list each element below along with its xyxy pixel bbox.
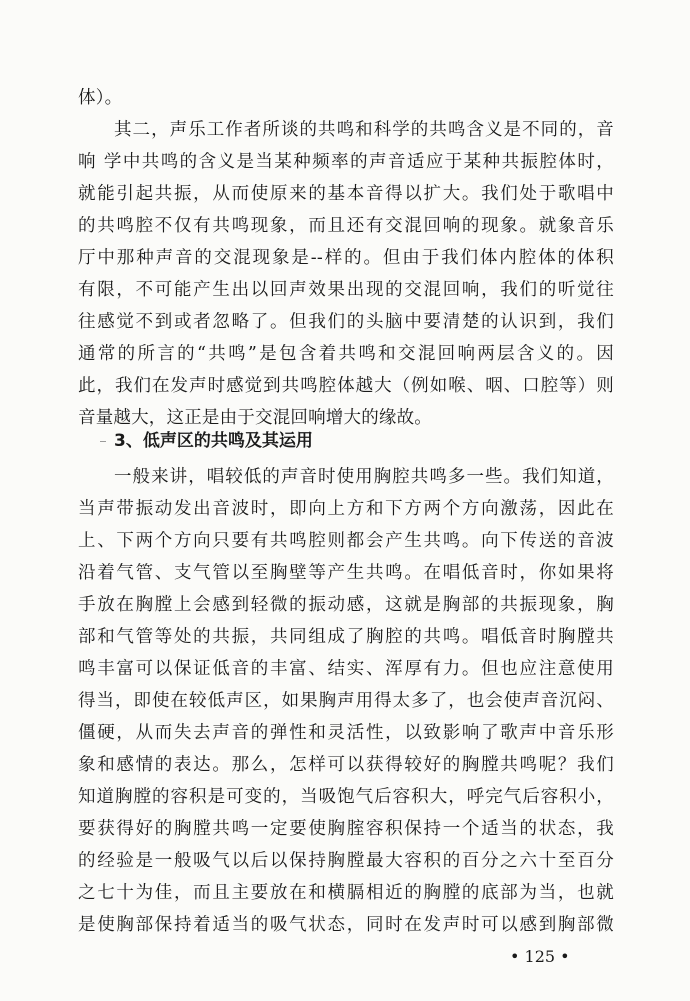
text-line: 当声带振动发出音波时，即向上方和下方两个方向激荡，因此在 <box>78 499 614 519</box>
section-heading: 3、低声区的共鸣及其运用 <box>114 431 313 451</box>
page-number: • 125 • <box>510 947 570 966</box>
text-line: 要获得好的胸膛共鸣一定要使胸腟容积保持一个适当的状态，我 <box>78 819 614 839</box>
text-line: 通常的所言的“共鸣”是包含着共鸣和交混回响两层含义的。因 <box>78 344 614 364</box>
text-line: 的共鸣腔不仅有共鸣现象，而且还有交混回响的现象。就象音乐 <box>78 216 614 236</box>
text-line: 音量越大，这正是由于交混回响增大的缘故。 <box>78 408 432 428</box>
text-line: 响 学中共鸣的含义是当某种频率的声音适应于某种共振腔体时， <box>78 152 614 172</box>
margin-mark <box>100 441 106 442</box>
text-line: 往感觉不到或者忽略了。但我们的头脑中要清楚的认识到，我们 <box>78 312 614 332</box>
text-line: 就能引起共振，从而使原来的基本音得以扩大。我们处于歌唱中 <box>78 184 614 204</box>
text-line: 之七十为佳，而且主要放在和横膈相近的胸膛的底部为当，也就 <box>78 883 614 903</box>
text-line: 部和气管等处的共振，共同组成了胸腔的共鸣。唱低音时胸膛共 <box>78 627 614 647</box>
text-line: 的经验是一般吸气以后以保持胸膛最大容积的百分之六十至百分 <box>78 851 614 871</box>
text-line: 体）。 <box>78 88 123 108</box>
text-line: 是使胸部保持着适当的吸气状态，同时在发声时可以感到胸部微 <box>78 915 614 935</box>
text-line: 厅中那种声音的交混现象是--样的。但由于我们体内腔体的体积 <box>78 248 614 268</box>
text-line: 知道胸膛的容积是可变的，当吸饱气后容积大，呼完气后容积小， <box>78 787 614 807</box>
text-line: 手放在胸膛上会感到轻微的振动感，这就是胸部的共振现象，胸 <box>78 595 614 615</box>
text-line: 得当，即使在较低声区，如果胸声用得太多了，也会使声音沉闷、 <box>78 691 614 711</box>
text-line: 沿着气管、支气管以至胸壁等产生共鸣。在唱低音时，你如果将 <box>78 563 614 583</box>
text-line: 鸣丰富可以保证低音的丰富、结实、浑厚有力。但也应注意使用 <box>78 659 614 679</box>
text-line: 僵硬，从而失去声音的弹性和灵活性，以致影响了歌声中音乐形 <box>78 723 614 743</box>
text-line: 象和感情的表达。那么，怎样可以获得较好的胸膛共鸣呢？我们 <box>78 755 614 775</box>
text-line: 其二，声乐工作者所谈的共鸣和科学的共鸣含义是不同的，音 <box>114 120 614 140</box>
text-line: 有限，不可能产生出以回声效果出现的交混回响，我们的听觉往 <box>78 280 614 300</box>
text-line: 上、下两个方向只要有共鸣腔则都会产生共鸣。向下传送的音波 <box>78 531 614 551</box>
text-line: 一般来讲，唱较低的声音时使用胸腔共鸣多一些。我们知道， <box>114 467 614 487</box>
text-line: 此，我们在发声时感觉到共鸣腔体越大（例如喉、咽、口腔等）则 <box>78 376 614 396</box>
